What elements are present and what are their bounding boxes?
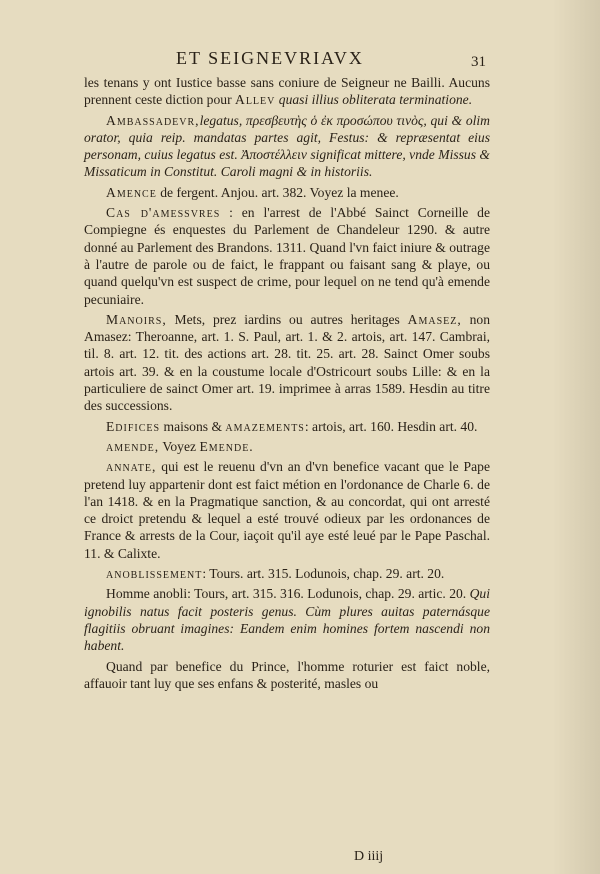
text-run: qui est le reuenu d'vn an d'vn benefice vacant que le Pape pretend luy appartenir dont est faict métion en l'ordonance de Charle 6. de l'an 1418. & en la Pragmatique sanction, & au concordat, qui ont arresté ce droict pretendu & lequel a esté trouvé odieux par les ordonances de France & arrests de la Cour, iaçoit qu'il aye esté leué par le Pape Paschal. 11. & Calixte. <box>84 459 490 561</box>
entry-term: Amence <box>106 184 157 200</box>
entry-term: Edifices <box>106 418 161 434</box>
paragraph-edifices <box>84 418 490 435</box>
running-head: ET SEIGNEVRIAVX <box>176 48 364 68</box>
text-run-latin: legatus, πρεσβευτὴς ὁ ἐκ προσώπου τινὸς, qui & olim orator, quia reip. mandatas partes agit, Festus: & repræsentat eius personam, cuius legatus est. Ἀποστέλλειν significat mittere, vnde Missus & Missaticum in Constitut. Caroli magni & in historiis. <box>84 112 490 180</box>
text-run: maisons & <box>160 418 226 434</box>
paragraph-amence <box>84 184 490 201</box>
text-run: non Amasez: Theroanne, art. 1. S. Paul, art. 1. & 2. artois, art. 147. Cambrai, til. 8. art. 12. tit. des actions art. 28. tit. 25. art. 28. Sainct Omer soubs artois art. 39. & en la coustume locale d'Ostricourt soubs Lille: & en la particuliere de sainct Omer art. 19. imprimee à arras 1589. Hesdin au titre des successions. <box>84 311 490 414</box>
entry-term: annate, <box>106 459 157 475</box>
entry-term: anoblissement <box>106 566 203 582</box>
entry-term: Cas d'amessvres <box>106 205 221 221</box>
paragraph-ambassadeur <box>84 112 490 181</box>
entry-term: Amasez, <box>407 311 462 327</box>
text-run-latin: quasi illius obliterata terminatione. <box>275 92 473 108</box>
paragraph-cas-damessures <box>84 204 490 308</box>
text-run: Homme anobli: Tours, art. 315. 316. Lodunois, chap. 29. artic. 20. <box>106 586 470 602</box>
signature-mark: D iiij <box>354 849 384 864</box>
page-body <box>84 74 490 695</box>
paragraph-amende <box>84 438 490 455</box>
text-run: : artois, art. 160. Hesdin art. 40. <box>304 418 478 434</box>
page-number: 31 <box>471 54 486 70</box>
entry-term: Manoirs, <box>106 311 167 327</box>
text-run-latin: Qui ignobilis natus facit posteris genus. Cùm plures auitas paternásque flagitiis obruant imagines: Eandem enim homines fortem nascendi non habent. <box>84 586 490 654</box>
paragraph-homme-anobli <box>84 585 490 654</box>
text-run: de fergent. Anjou. art. 382. Voyez la menee. <box>156 184 399 200</box>
page-footer <box>0 849 600 869</box>
text-run-term: Allev <box>235 92 276 108</box>
text-run: Quand par benefice du Prince, l'homme roturier est faict noble, affauoir tant luy que ses enfans & posterité, masles ou <box>84 658 490 691</box>
paragraph-bailli-intro <box>84 74 490 109</box>
entry-term: amende, <box>106 438 160 454</box>
paragraph-manoirs <box>84 311 490 415</box>
text-run: Mets, prez iardins ou autres heritages <box>166 311 408 327</box>
text-run: Voyez <box>159 438 200 454</box>
text-run: : Tours. art. 315. Lodunois, chap. 29. art. 20. <box>202 566 445 582</box>
entry-term: Ambassadevr, <box>106 112 200 128</box>
paragraph-quand-par-benefice <box>84 658 490 693</box>
text-run: : en l'arrest de l'Abbé Sainct Corneille de Compiegne és enquestes du Parlement de Chandeleur 1290. & autre donné au Parlement des Brandons. 1311. Quand l'vn faict iniure & outrage à l'autre de parole ou de faict, le frappant ou faisant sang & playe, ou quand quelqu'vn est suspect de crime, pour lequel on ne tend qu'à emende pecuniaire. <box>84 205 490 307</box>
entry-term: amazements <box>225 418 305 434</box>
paragraph-anoblissement <box>84 565 490 582</box>
paragraph-annate <box>84 458 490 562</box>
entry-term: Emende. <box>199 438 254 454</box>
page-header <box>0 48 600 76</box>
text-run: les tenans y ont Iustice basse sans coniure de Seigneur ne Bailli. Aucuns prennent ceste diction pour <box>84 75 490 108</box>
